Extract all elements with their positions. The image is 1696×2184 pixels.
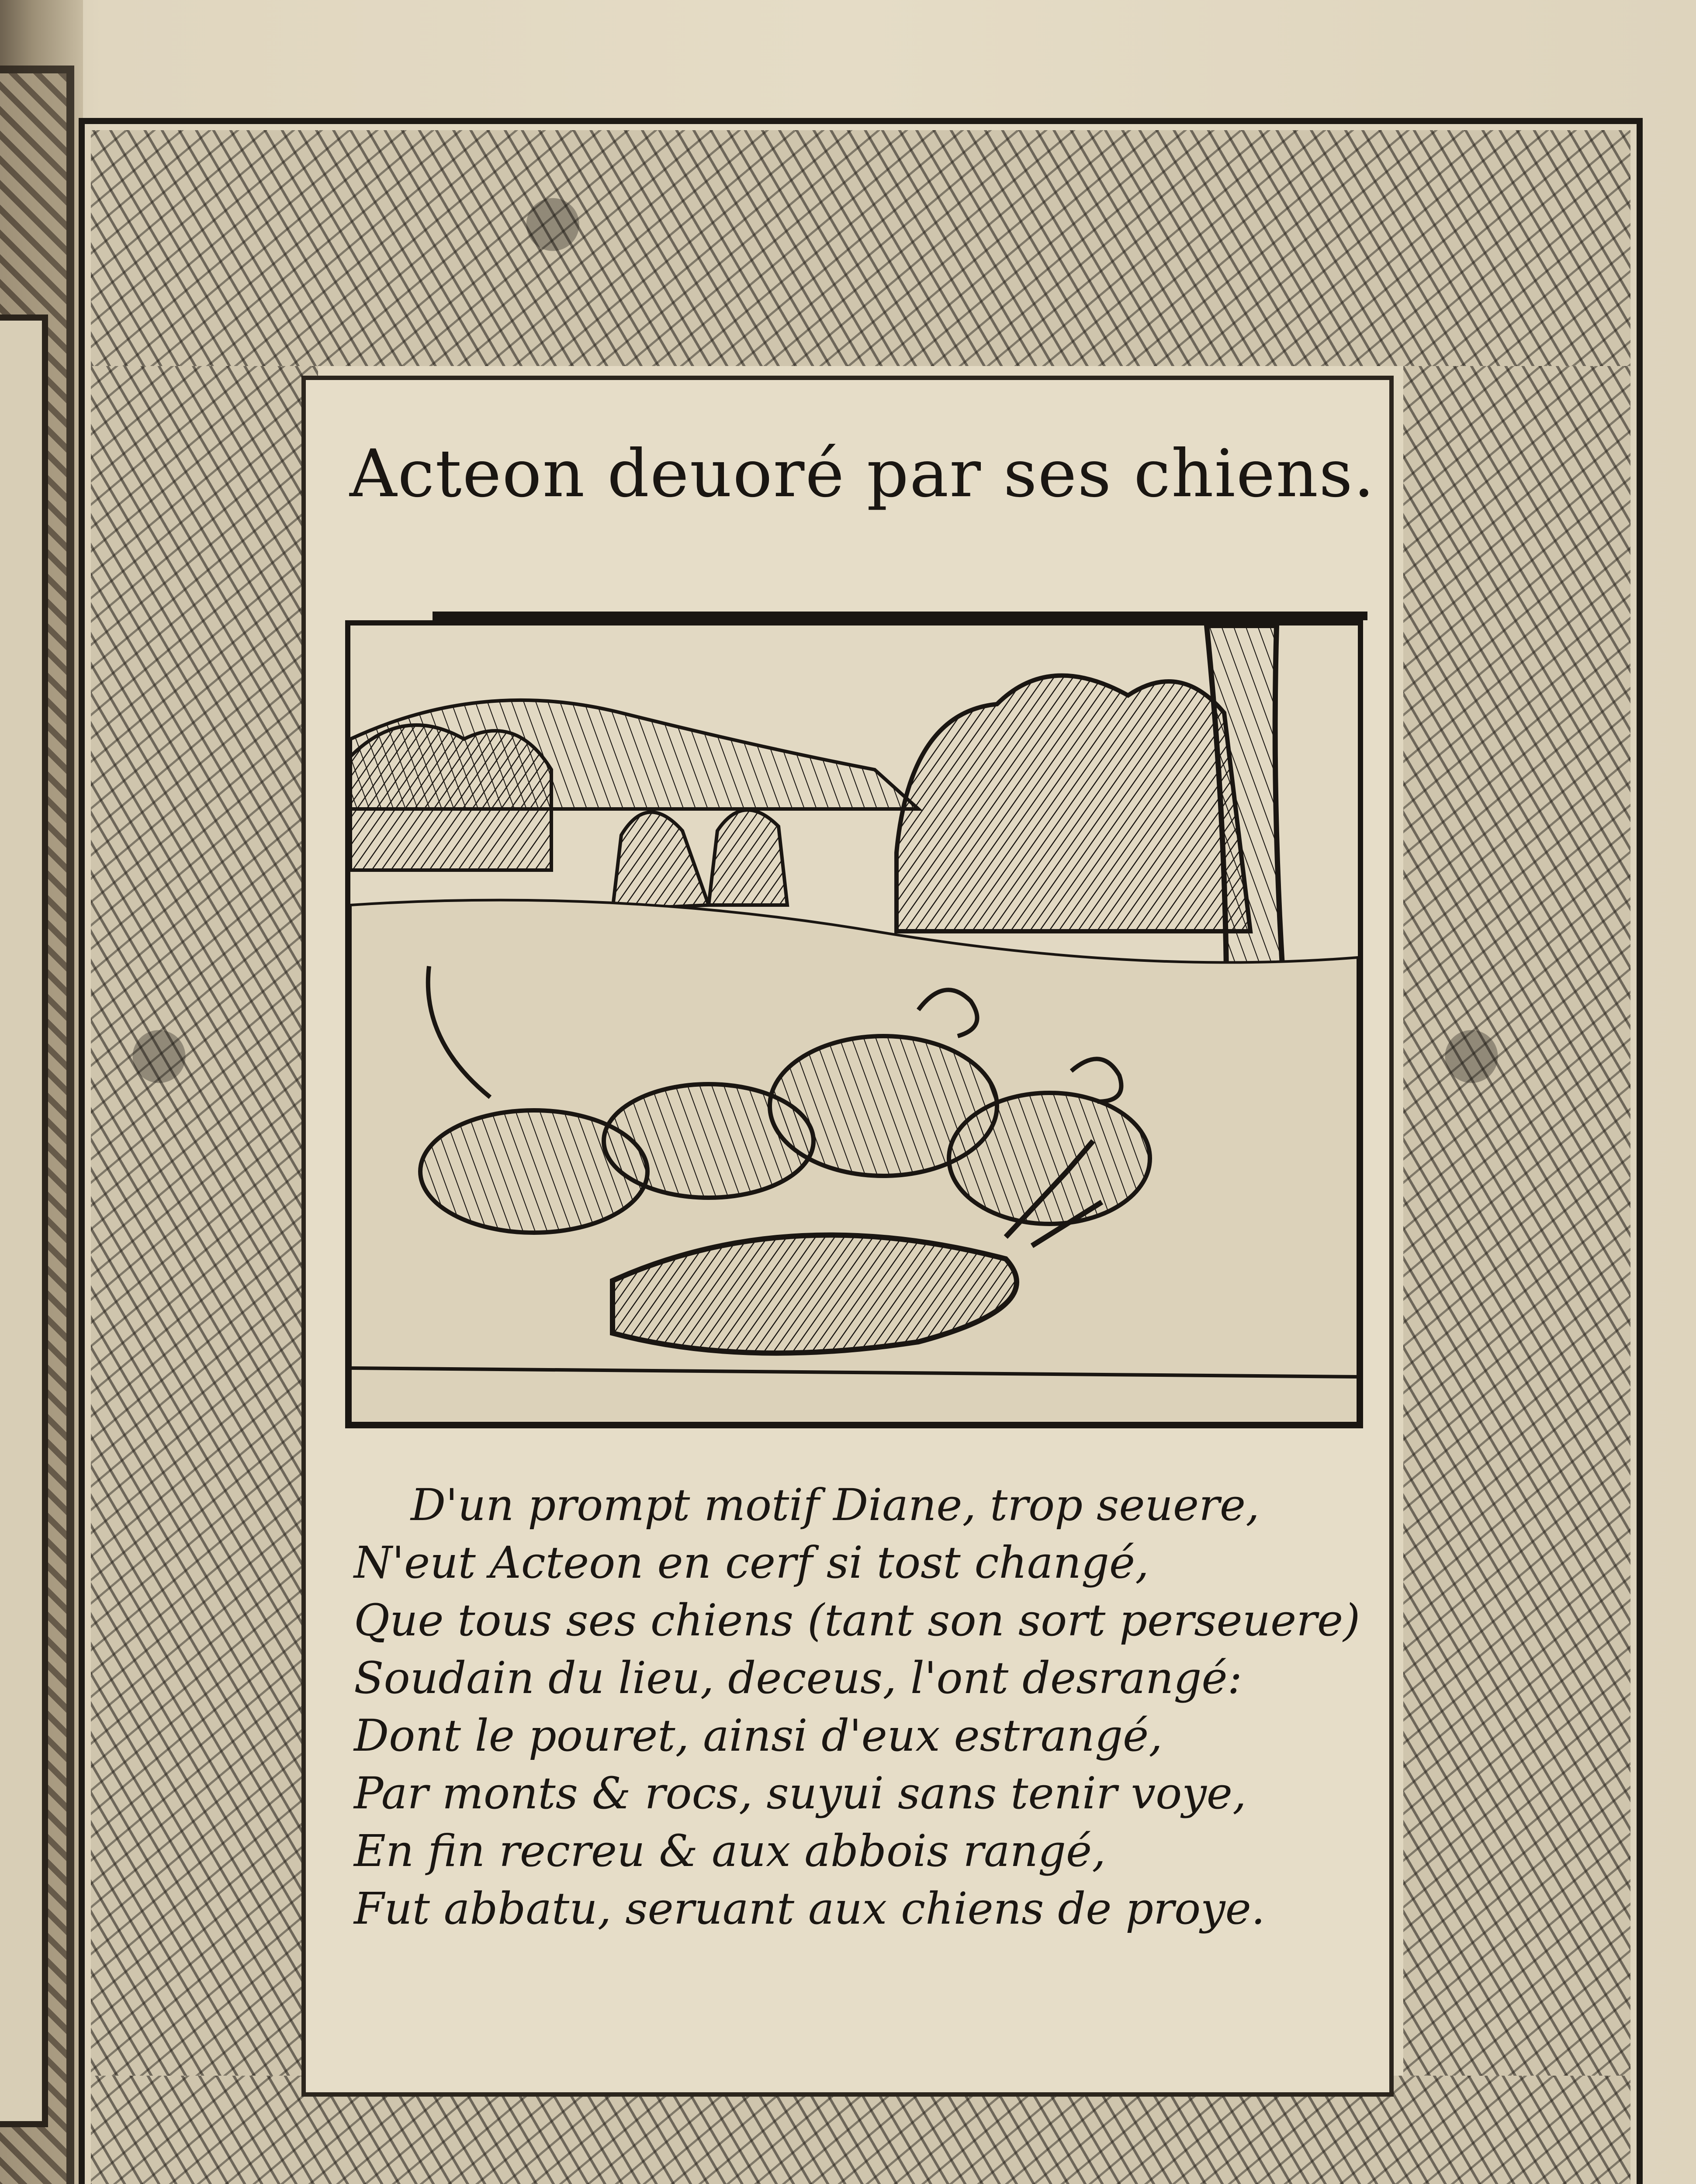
verse-line-3: Que tous ses chiens (tant son sort perseuere)	[354, 1595, 1360, 1646]
emblem-title: Acteon deuoré par ses chiens.	[350, 436, 1375, 512]
verse-line-8: Fut abbatu, seruant aux chiens de proye.	[354, 1883, 1265, 1934]
verse-line-7: En fin recreu & aux abbois rangé,	[354, 1825, 1106, 1876]
verse-line-5: Dont le pouret, ainsi d'eux estrangé,	[354, 1710, 1163, 1761]
frame-left-column-ornament	[91, 366, 318, 2092]
verse-line-2: N'eut Acteon en cerf si tost changé,	[354, 1537, 1149, 1588]
woodcut-scene-icon	[350, 625, 1358, 1423]
frame-top-grotesque-band	[91, 130, 1630, 366]
woodcut-illustration	[345, 620, 1363, 1428]
adjacent-page-edge	[0, 0, 83, 2184]
frame-right-column-ornament	[1403, 366, 1630, 2092]
verse-line-1: D'un prompt motif Diane, trop seuere,	[411, 1479, 1260, 1531]
verse-line-4: Soudain du lieu, deceus, l'ont desrangé:	[354, 1652, 1243, 1704]
illustration-top-rule	[433, 612, 1367, 620]
emblem-verse	[354, 1476, 1359, 1938]
verse-line-6: Par monts & rocs, suyui sans tenir voye,	[354, 1768, 1246, 1819]
adjacent-page-text-block	[0, 314, 48, 2127]
